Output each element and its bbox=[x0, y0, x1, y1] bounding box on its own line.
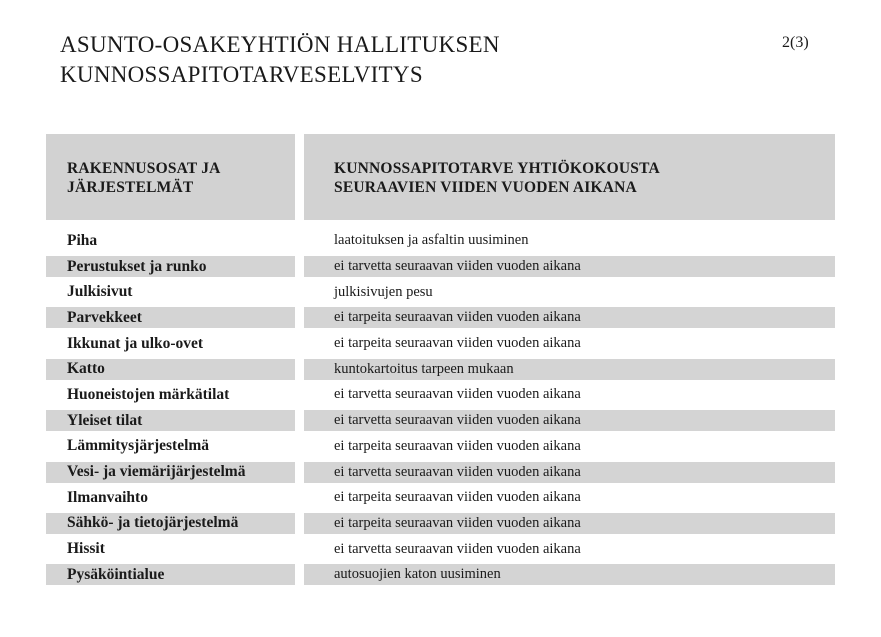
maintenance-need-cell: ei tarvetta seuraavan viiden vuoden aikana bbox=[334, 386, 581, 403]
maintenance-need-cell: ei tarvetta seuraavan viiden vuoden aikana bbox=[304, 462, 835, 483]
document-title-line-2: KUNNOSSAPITOTARVESELVITYS bbox=[60, 62, 423, 87]
building-part-cell: Sähkö- ja tietojärjestelmä bbox=[46, 513, 295, 534]
table-row bbox=[46, 382, 835, 408]
building-part-cell: Vesi- ja viemärijärjestelmä bbox=[46, 462, 295, 483]
table-row bbox=[46, 562, 835, 588]
table-row bbox=[46, 408, 835, 434]
table-row bbox=[46, 485, 835, 511]
maintenance-need-cell: ei tarvetta seuraavan viiden vuoden aikana bbox=[304, 410, 835, 431]
building-part-cell: Lämmitysjärjestelmä bbox=[67, 437, 210, 455]
table-row bbox=[46, 254, 835, 280]
header-building-parts bbox=[46, 134, 295, 220]
maintenance-need-cell: ei tarpeita seuraavan viiden vuoden aikana bbox=[334, 437, 581, 454]
table-row bbox=[46, 305, 835, 331]
table-row bbox=[46, 228, 835, 254]
building-part-cell: Piha bbox=[67, 231, 98, 249]
header-maintenance-need-line-2: SEURAAVIEN VIIDEN VUODEN AIKANA bbox=[334, 179, 637, 196]
building-part-cell: Julkisivut bbox=[67, 283, 133, 301]
maintenance-need-cell: ei tarpeita seuraavan viiden vuoden aikana bbox=[334, 489, 581, 506]
building-part-cell: Perustukset ja runko bbox=[46, 256, 295, 277]
table-row bbox=[46, 331, 835, 357]
building-part-cell: Huoneistojen märkätilat bbox=[67, 385, 230, 403]
table-row bbox=[46, 459, 835, 485]
page-number: 2(3) bbox=[782, 34, 809, 51]
building-part-cell: Ilmanvaihto bbox=[67, 488, 148, 506]
building-part-cell: Ikkunat ja ulko-ovet bbox=[67, 334, 204, 352]
maintenance-need-cell: ei tarpeita seuraavan viiden vuoden aikana bbox=[304, 307, 835, 328]
table-row bbox=[46, 279, 835, 305]
document-title-line-1: ASUNTO-OSAKEYHTIÖN HALLITUKSEN bbox=[60, 32, 500, 57]
maintenance-need-cell: laatoituksen ja asfaltin uusiminen bbox=[334, 232, 529, 249]
maintenance-need-cell: julkisivujen pesu bbox=[334, 283, 433, 300]
document-title bbox=[60, 30, 660, 90]
maintenance-table bbox=[46, 134, 835, 588]
maintenance-need-cell: ei tarpeita seuraavan viiden vuoden aikana bbox=[304, 513, 835, 534]
building-part-cell: Yleiset tilat bbox=[46, 410, 295, 431]
table-row bbox=[46, 356, 835, 382]
building-part-cell: Katto bbox=[46, 359, 295, 380]
building-part-cell: Hissit bbox=[67, 540, 105, 558]
table-row bbox=[46, 536, 835, 562]
maintenance-need-cell: kuntokartoitus tarpeen mukaan bbox=[304, 359, 835, 380]
table-row bbox=[46, 511, 835, 537]
table-header-row bbox=[46, 134, 835, 220]
maintenance-need-cell: ei tarvetta seuraavan viiden vuoden aikana bbox=[334, 540, 581, 557]
table-row bbox=[46, 434, 835, 460]
maintenance-need-cell: autosuojien katon uusiminen bbox=[304, 564, 835, 585]
maintenance-need-cell: ei tarpeita seuraavan viiden vuoden aikana bbox=[334, 335, 581, 352]
header-building-parts-line-2: JÄRJESTELMÄT bbox=[67, 179, 194, 196]
header-maintenance-need bbox=[304, 134, 835, 220]
header-maintenance-need-line-1: KUNNOSSAPITOTARVE YHTIÖKOKOUSTA bbox=[334, 160, 660, 177]
building-part-cell: Pysäköintialue bbox=[46, 564, 295, 585]
building-part-cell: Parvekkeet bbox=[46, 307, 295, 328]
maintenance-need-cell: ei tarvetta seuraavan viiden vuoden aikana bbox=[304, 256, 835, 277]
header-building-parts-line-1: RAKENNUSOSAT JA bbox=[67, 160, 221, 177]
